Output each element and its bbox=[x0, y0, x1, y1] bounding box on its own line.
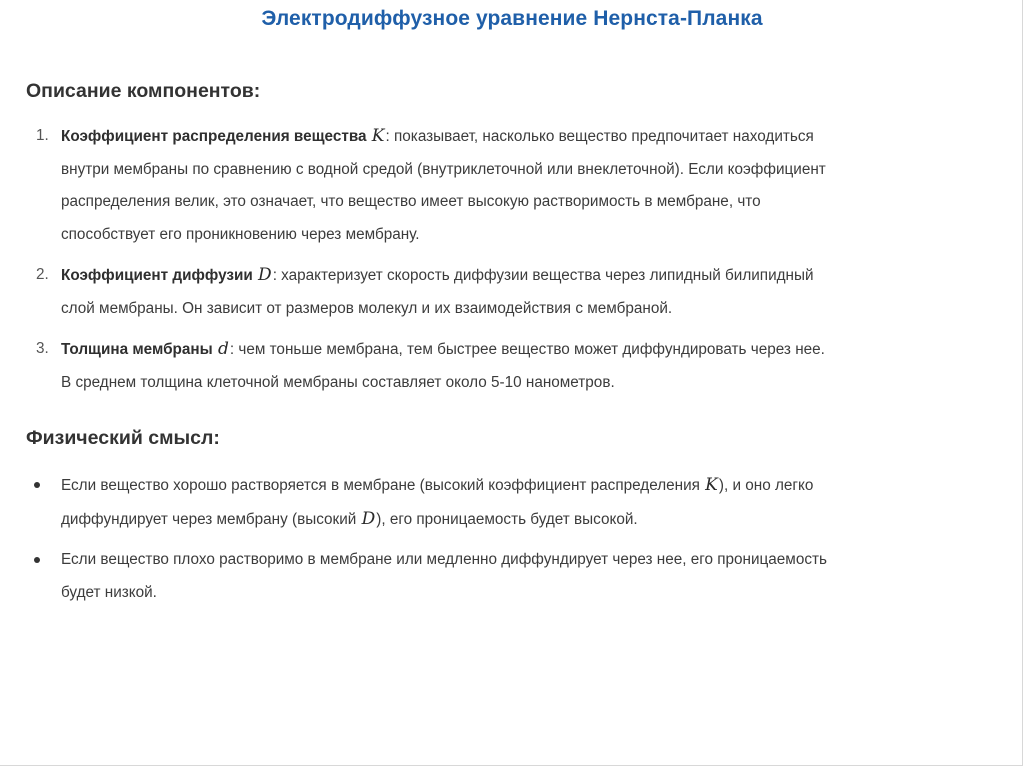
math-symbol: K bbox=[705, 475, 718, 495]
math-symbol: K bbox=[371, 126, 385, 146]
item-text-mid: ), и оно легко диффундирует через мембрану (высокий bbox=[61, 477, 814, 528]
component-item-partition-coefficient bbox=[26, 120, 836, 251]
item-text-before: Если вещество хорошо растворяется в мембране (высокий коэффициент распределения bbox=[61, 477, 705, 494]
item-number: 3. bbox=[36, 340, 49, 357]
item-lead: Коэффициент распределения вещества bbox=[61, 128, 367, 145]
item-number: 1. bbox=[36, 127, 49, 144]
physical-meaning-heading: Физический смысл: bbox=[26, 427, 220, 449]
components-heading: Описание компонентов: bbox=[26, 80, 261, 102]
math-symbol: d bbox=[217, 339, 229, 359]
bullet-dot bbox=[34, 557, 40, 563]
item-text: : показывает, насколько вещество предпочитает находиться внутри мембраны по сравнению с водной средой (внутриклеточной или внеклеточной). Если коэффициент распределения велик, это означает, что вещество имеет высокую растворимость в мембране, что способствует его проникновению через мембрану. bbox=[61, 128, 826, 243]
component-item-diffusion-coefficient bbox=[26, 259, 836, 325]
component-item-membrane-thickness bbox=[26, 333, 836, 399]
item-number: 2. bbox=[36, 266, 49, 283]
math-symbol: D bbox=[258, 265, 272, 285]
item-text-after: ), его проницаемость будет высокой. bbox=[376, 510, 638, 528]
physical-meaning-item-low bbox=[26, 544, 836, 609]
slide-title: Электродиффузное уравнение Нернста-Планка bbox=[261, 7, 763, 30]
math-symbol: D bbox=[361, 508, 376, 529]
item-lead: Толщина мембраны bbox=[61, 341, 213, 358]
bullet-dot bbox=[34, 482, 40, 488]
slide-content bbox=[26, 78, 836, 609]
components-list bbox=[26, 120, 836, 399]
item-text: : чем тоньше мембрана, тем быстрее вещество может диффундировать через нее. В среднем толщина клеточной мембраны составляет около 5-10 нанометров. bbox=[61, 341, 825, 391]
item-lead: Коэффициент диффузии bbox=[61, 267, 253, 284]
item-text: : характеризует скорость диффузии вещества через липидный билипидный слой мембраны. Он зависит от размеров молекул и их взаимодействия с мембраной. bbox=[61, 267, 814, 317]
item-text: Если вещество плохо растворимо в мембране или медленно диффундирует через нее, его проницаемость будет низкой. bbox=[61, 551, 827, 601]
physical-meaning-list bbox=[26, 469, 836, 609]
physical-meaning-item-high bbox=[26, 469, 836, 536]
